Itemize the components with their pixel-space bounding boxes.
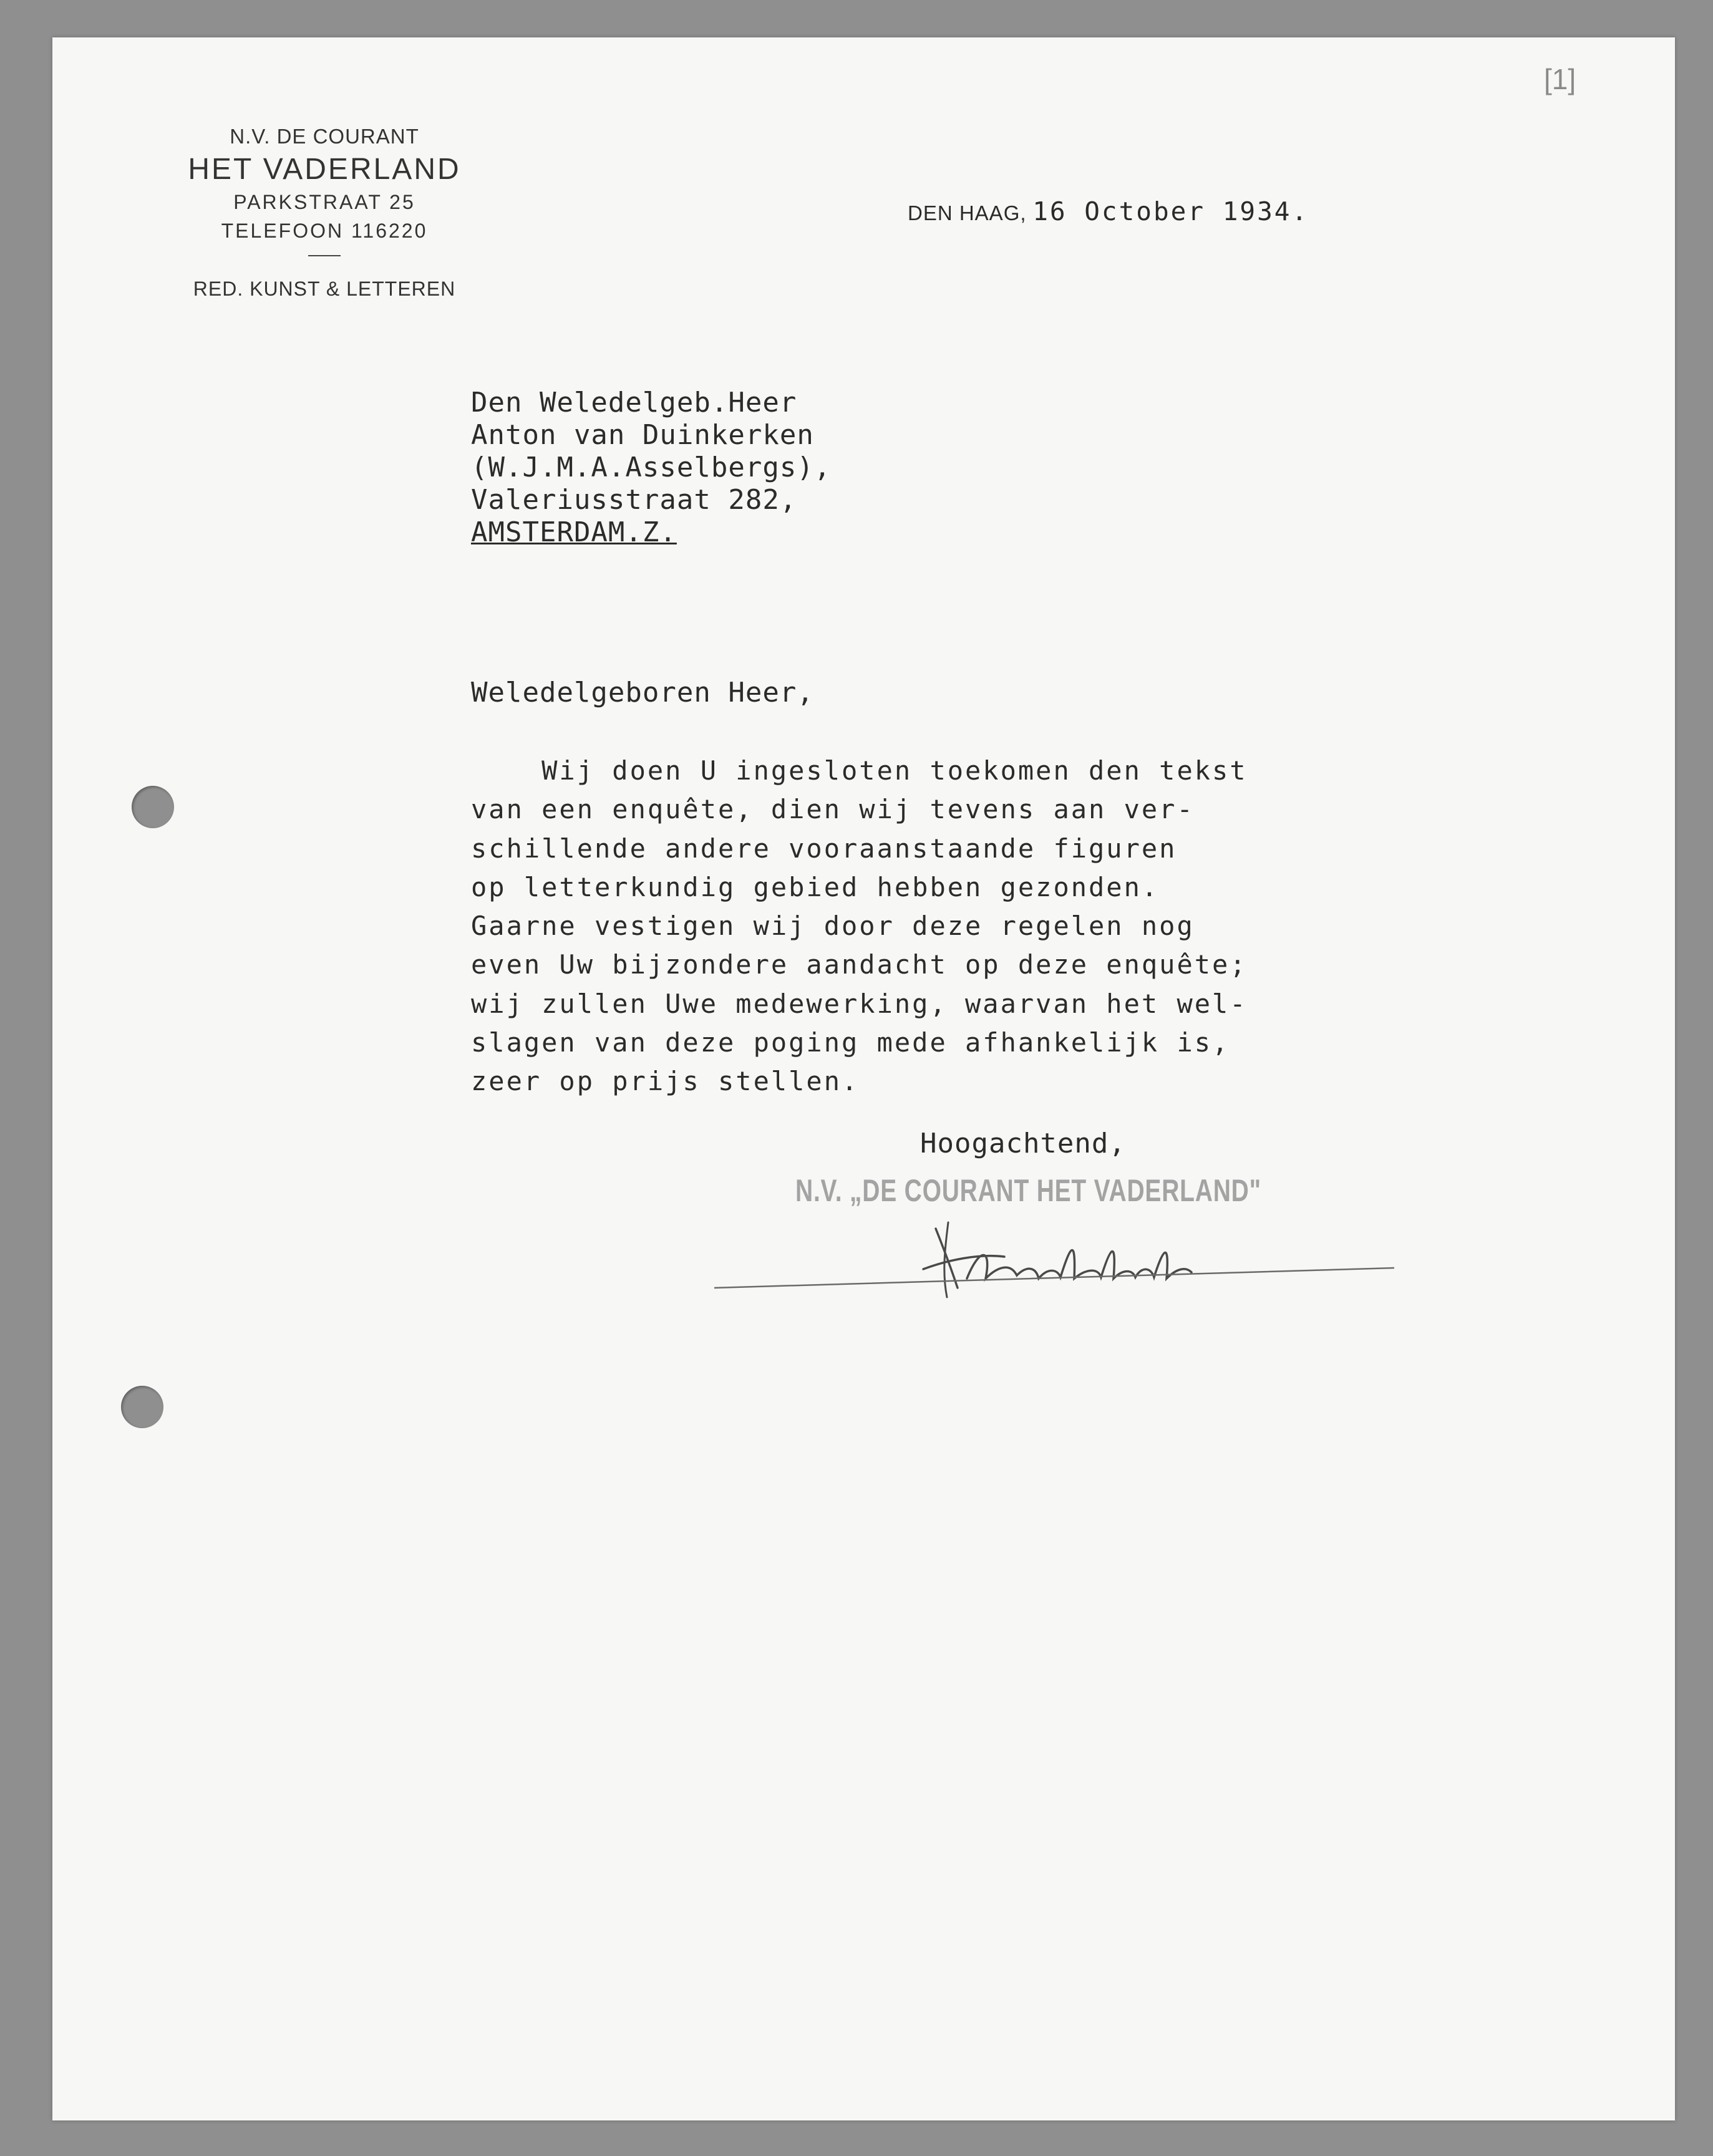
salutation: Weledelgeboren Heer,: [471, 677, 814, 708]
signature-line: [711, 1266, 1397, 1291]
letterhead-department: RED. KUNST & LETTEREN: [193, 278, 456, 300]
address-line: Valeriusstraat 282,: [471, 484, 797, 516]
body-line: Wij doen U ingesloten toekomen den tekst: [471, 755, 1248, 786]
body-line: op letterkundig gebied hebben gezonden.: [471, 871, 1160, 902]
letterhead-company: N.V. DE COURANT: [230, 125, 419, 148]
body-line: slagen van deze poging mede afhankelijk is,: [471, 1027, 1230, 1058]
body-line: Gaarne vestigen wij door deze regelen nog: [471, 911, 1195, 942]
letterhead-phone: TELEFOON 116220: [221, 220, 428, 242]
address-line: Den Weledelgeb.Heer: [471, 387, 797, 418]
letter-date: [908, 196, 1309, 226]
date-value: 16 October 1934.: [1032, 196, 1309, 226]
closing: Hoogachtend,: [920, 1128, 1126, 1159]
address-line: Anton van Duinkerken: [471, 419, 814, 451]
body-line: van een enquête, dien wij tevens aan ver-: [471, 794, 1195, 825]
address-line: (W.J.M.A.Asselbergs),: [471, 452, 832, 483]
letter-body: [471, 752, 1248, 1101]
letterhead-divider: [308, 255, 341, 256]
date-place: DEN HAAG,: [908, 201, 1027, 225]
body-line: even Uw bijzondere aandacht op deze enquête;: [471, 949, 1248, 980]
body-line: wij zullen Uwe medewerking, waarvan het wel-: [471, 988, 1248, 1019]
punch-hole: [132, 786, 174, 828]
punch-hole: [121, 1386, 163, 1428]
body-line: schillende andere vooraanstaande figuren: [471, 833, 1177, 864]
address-city: AMSTERDAM.Z.: [471, 516, 677, 548]
body-line: zeer op prijs stellen.: [471, 1066, 860, 1097]
letterhead: [112, 122, 536, 302]
letterhead-street: PARKSTRAAT 25: [233, 191, 415, 213]
recipient-address: [471, 387, 831, 549]
letterhead-name: HET VADERLAND: [188, 153, 461, 186]
company-stamp: N.V. „DE COURANT HET VADERLAND": [795, 1173, 1261, 1208]
archive-mark: [1]: [1544, 63, 1576, 95]
